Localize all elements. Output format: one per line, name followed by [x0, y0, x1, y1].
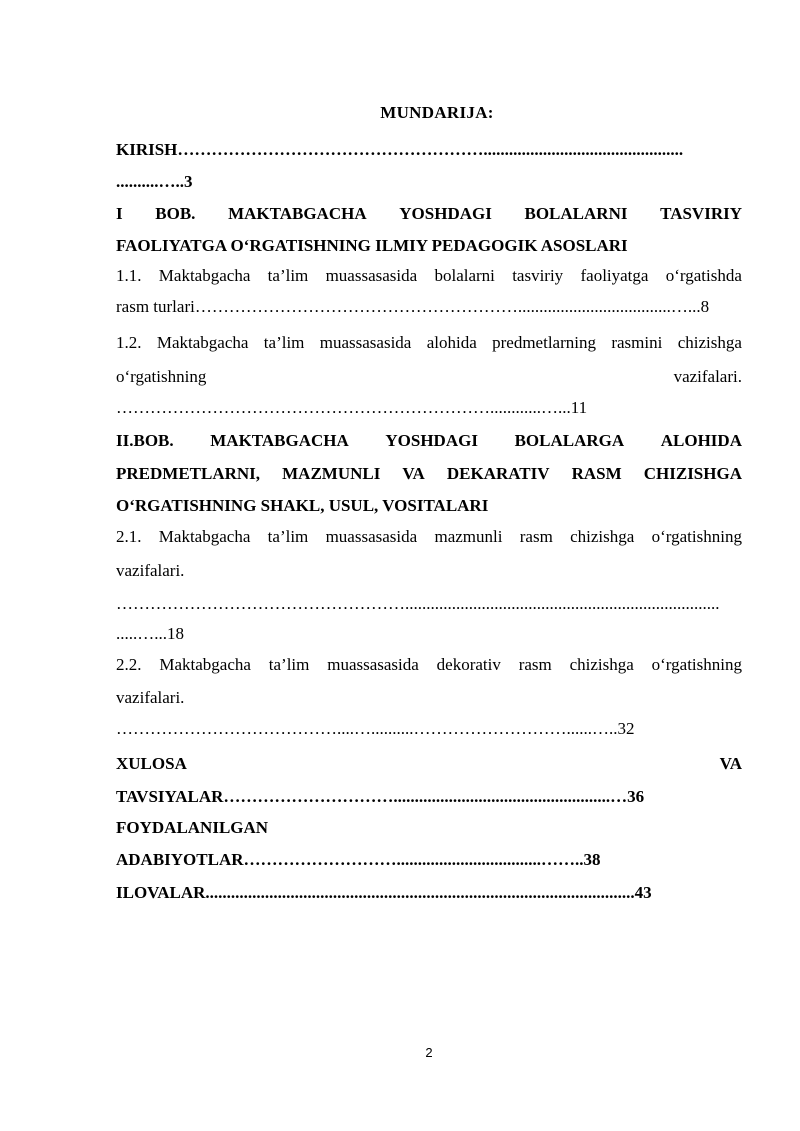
section-word: muassasasida: [325, 527, 418, 546]
heading-word: BOLALARGA: [514, 431, 625, 450]
toc-entry-foydalanilgan: FOYDALANILGAN: [116, 818, 269, 837]
section-word: chizishga: [677, 333, 742, 352]
section-word: faoliyatga: [580, 266, 649, 285]
toc-chapter2-heading: [116, 431, 742, 451]
toc-entry-xulosa-page: TAVSIYALAR…………………………...................................................…36: [116, 787, 645, 806]
heading-word: XULOSA: [116, 754, 187, 773]
section-word: o‘rgatishning: [116, 367, 207, 386]
section-word: vazifalari.: [673, 367, 742, 386]
section-word: muassasasida: [319, 333, 412, 352]
section-word: alohida: [426, 333, 477, 352]
toc-section-1-2-page: …………………………………………………………............…...11: [116, 398, 588, 417]
heading-word: BOLALARNI: [524, 204, 628, 223]
heading-word: MAKTABGACHA: [228, 204, 367, 223]
section-word: dekorativ: [436, 655, 501, 674]
heading-word: MAKTABGACHA: [210, 431, 349, 450]
section-word: Maktabgacha: [158, 266, 251, 285]
page-title: MUNDARIJA:: [380, 103, 494, 122]
heading-word: VA: [402, 464, 425, 483]
section-word: ta’lim: [268, 655, 310, 674]
toc-chapter1-heading: [116, 204, 742, 224]
section-word: ta’lim: [267, 527, 309, 546]
heading-word: YOSHDAGI: [385, 431, 478, 450]
toc-section-2-1-cont: vazifalari.: [116, 561, 185, 580]
heading-word: VA: [719, 754, 742, 773]
section-word: o‘rgatishning: [651, 527, 742, 546]
section-word: 2.2.: [116, 655, 142, 674]
toc-section-2-1-leader: ……………………………………………..........................................................................: [116, 594, 720, 613]
section-word: rasm: [519, 527, 553, 546]
heading-word: BOB.: [155, 204, 196, 223]
heading-word: I: [116, 204, 123, 223]
section-word: chizishga: [569, 655, 634, 674]
section-word: predmetlarning: [492, 333, 596, 352]
toc-chapter1-heading-cont: FAOLIYATGA O‘RGATISHNING ILMIY PEDAGOGIK ASOSLARI: [116, 236, 628, 255]
heading-word: CHIZISHGA: [643, 464, 742, 483]
heading-word: DEKARATIV: [446, 464, 550, 483]
heading-word: TASVIRIY: [660, 204, 742, 223]
toc-section-2-2: [116, 655, 742, 675]
section-word: o‘rgatishda: [665, 266, 742, 285]
section-word: ta’lim: [263, 333, 305, 352]
section-word: tasviriy: [512, 266, 564, 285]
toc-chapter2-heading-cont: [116, 464, 742, 484]
toc-section-2-1-page: .....…...18: [116, 624, 184, 643]
section-word: Maktabgacha: [158, 527, 251, 546]
section-word: muassasasida: [327, 655, 419, 674]
section-word: rasmini: [611, 333, 663, 352]
section-word: bolalarni: [434, 266, 495, 285]
toc-section-1-2: [116, 333, 742, 353]
toc-chapter2-heading-end: O‘RGATISHNING SHAKL, USUL, VOSITALARI: [116, 496, 489, 515]
heading-word: RASM: [571, 464, 622, 483]
toc-section-1-1: [116, 266, 742, 286]
toc-section-2-2-page: …………………………………....…..........………………………......…..32: [116, 719, 635, 738]
section-word: muassasasida: [325, 266, 418, 285]
heading-word: II.BOB.: [116, 431, 174, 450]
section-word: 2.1.: [116, 527, 142, 546]
section-word: Maktabgacha: [156, 333, 249, 352]
section-word: Maktabgacha: [159, 655, 251, 674]
section-word: rasm: [518, 655, 552, 674]
section-word: o‘rgatishning: [651, 655, 742, 674]
page-number: 2: [425, 1045, 433, 1060]
section-word: 1.1.: [116, 266, 142, 285]
toc-entry-kirish-page: ..........…..3: [116, 172, 193, 191]
toc-section-1-2-cont: [116, 367, 742, 387]
heading-word: PREDMETLARNI,: [116, 464, 261, 483]
toc-entry-adabiyotlar-page: ADABIYOTLAR………………………..................................……..38: [116, 850, 601, 869]
toc-entry-ilovalar: ILOVALAR.....................................................................................................43: [116, 883, 652, 902]
toc-entry-kirish: KIRISH………………………………………………...............................................: [116, 140, 684, 159]
heading-word: MAZMUNLI: [282, 464, 381, 483]
section-word: mazmunli: [434, 527, 503, 546]
toc-section-2-2-cont: vazifalari.: [116, 688, 185, 707]
toc-section-1-1-page: rasm turlari…………………………………………………....................................…...8: [116, 297, 710, 316]
section-word: chizishga: [570, 527, 635, 546]
section-word: ta’lim: [267, 266, 309, 285]
heading-word: ALOHIDA: [660, 431, 742, 450]
toc-section-2-1: [116, 527, 742, 547]
heading-word: YOSHDAGI: [399, 204, 492, 223]
section-word: 1.2.: [116, 333, 142, 352]
toc-entry-xulosa: [116, 754, 742, 774]
